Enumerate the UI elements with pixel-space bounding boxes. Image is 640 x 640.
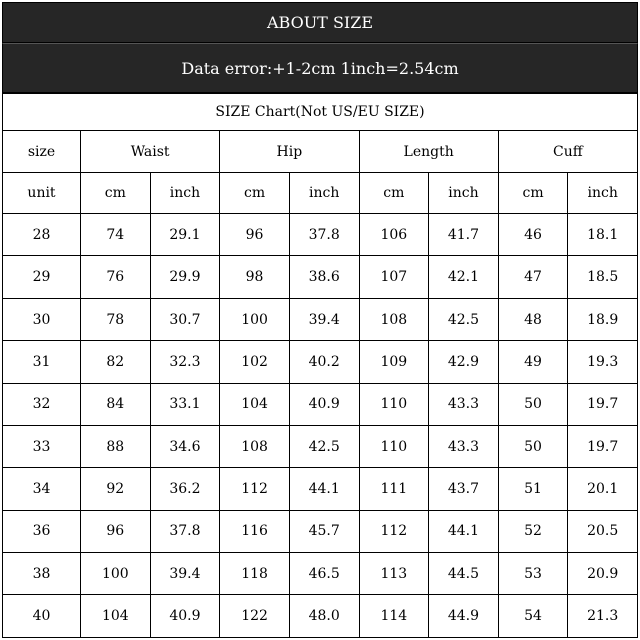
length-inch-value: 42.9 (429, 341, 499, 383)
length-header: Length (359, 131, 498, 172)
cuff-inch-value: 19.3 (568, 341, 638, 383)
cuff-cm-value: 50 (498, 383, 568, 425)
waist-inch-header: inch (150, 172, 220, 213)
waist-inch-value: 39.4 (150, 553, 220, 595)
length-inch-value: 44.1 (429, 510, 499, 552)
length-inch-value: 43.7 (429, 468, 499, 510)
table-row (3, 256, 638, 298)
table-row (3, 341, 638, 383)
waist-inch-value: 29.1 (150, 214, 220, 256)
length-inch-value: 41.7 (429, 214, 499, 256)
measurement-header-row (3, 131, 638, 172)
unit-header: unit (3, 172, 81, 213)
hip-cm-header: cm (220, 172, 290, 213)
waist-cm-value: 96 (81, 510, 151, 552)
waist-inch-value: 33.1 (150, 383, 220, 425)
hip-cm-value: 122 (220, 595, 290, 638)
waist-inch-value: 34.6 (150, 425, 220, 467)
table-row (3, 298, 638, 340)
length-inch-header: inch (429, 172, 499, 213)
length-cm-header: cm (359, 172, 429, 213)
cuff-header: Cuff (498, 131, 637, 172)
length-cm-value: 110 (359, 383, 429, 425)
length-cm-value: 114 (359, 595, 429, 638)
hip-inch-value: 45.7 (289, 510, 359, 552)
waist-cm-value: 76 (81, 256, 151, 298)
waist-cm-header: cm (81, 172, 151, 213)
cuff-inch-value: 19.7 (568, 425, 638, 467)
length-cm-value: 109 (359, 341, 429, 383)
waist-cm-value: 82 (81, 341, 151, 383)
hip-inch-value: 44.1 (289, 468, 359, 510)
waist-inch-value: 32.3 (150, 341, 220, 383)
length-inch-value: 42.1 (429, 256, 499, 298)
hip-cm-value: 118 (220, 553, 290, 595)
cuff-cm-value: 46 (498, 214, 568, 256)
waist-inch-value: 36.2 (150, 468, 220, 510)
hip-inch-value: 39.4 (289, 298, 359, 340)
hip-inch-value: 37.8 (289, 214, 359, 256)
cuff-inch-value: 20.5 (568, 510, 638, 552)
cuff-inch-header: inch (568, 172, 638, 213)
waist-cm-value: 84 (81, 383, 151, 425)
about-size-title: ABOUT SIZE (266, 13, 374, 32)
length-inch-value: 44.9 (429, 595, 499, 638)
size-value: 30 (3, 298, 81, 340)
hip-inch-value: 42.5 (289, 425, 359, 467)
table-row (3, 553, 638, 595)
table-row (3, 595, 638, 638)
waist-inch-value: 29.9 (150, 256, 220, 298)
length-cm-value: 108 (359, 298, 429, 340)
data-error-text: Data error:+1-2cm 1inch=2.54cm (181, 58, 459, 78)
length-cm-value: 107 (359, 256, 429, 298)
length-cm-value: 113 (359, 553, 429, 595)
waist-cm-value: 100 (81, 553, 151, 595)
cuff-inch-value: 18.1 (568, 214, 638, 256)
unit-header-row (3, 172, 638, 213)
cuff-cm-value: 50 (498, 425, 568, 467)
cuff-inch-value: 18.9 (568, 298, 638, 340)
hip-inch-value: 40.2 (289, 341, 359, 383)
table-row (3, 214, 638, 256)
waist-inch-value: 30.7 (150, 298, 220, 340)
cuff-inch-value: 18.5 (568, 256, 638, 298)
waist-cm-value: 74 (81, 214, 151, 256)
cuff-cm-header: cm (498, 172, 568, 213)
hip-cm-value: 112 (220, 468, 290, 510)
cuff-cm-value: 54 (498, 595, 568, 638)
about-size-banner (2, 2, 638, 43)
cuff-inch-value: 20.1 (568, 468, 638, 510)
hip-cm-value: 102 (220, 341, 290, 383)
length-cm-value: 112 (359, 510, 429, 552)
hip-inch-value: 38.6 (289, 256, 359, 298)
hip-cm-value: 116 (220, 510, 290, 552)
hip-header: Hip (220, 131, 359, 172)
waist-cm-value: 88 (81, 425, 151, 467)
size-value: 34 (3, 468, 81, 510)
waist-cm-value: 92 (81, 468, 151, 510)
length-cm-value: 106 (359, 214, 429, 256)
length-inch-value: 44.5 (429, 553, 499, 595)
size-header: size (3, 131, 81, 172)
cuff-inch-value: 20.9 (568, 553, 638, 595)
cuff-cm-value: 47 (498, 256, 568, 298)
cuff-cm-value: 48 (498, 298, 568, 340)
hip-cm-value: 96 (220, 214, 290, 256)
length-inch-value: 43.3 (429, 383, 499, 425)
hip-cm-value: 100 (220, 298, 290, 340)
size-value: 29 (3, 256, 81, 298)
length-cm-value: 111 (359, 468, 429, 510)
size-value: 33 (3, 425, 81, 467)
hip-cm-value: 108 (220, 425, 290, 467)
waist-header: Waist (81, 131, 220, 172)
hip-cm-value: 98 (220, 256, 290, 298)
size-value: 28 (3, 214, 81, 256)
cuff-cm-value: 51 (498, 468, 568, 510)
length-cm-value: 110 (359, 425, 429, 467)
hip-inch-value: 40.9 (289, 383, 359, 425)
size-value: 36 (3, 510, 81, 552)
cuff-inch-value: 19.7 (568, 383, 638, 425)
cuff-cm-value: 53 (498, 553, 568, 595)
size-value: 40 (3, 595, 81, 638)
hip-inch-header: inch (289, 172, 359, 213)
cuff-cm-value: 52 (498, 510, 568, 552)
length-inch-value: 43.3 (429, 425, 499, 467)
data-error-banner (2, 43, 638, 93)
hip-cm-value: 104 (220, 383, 290, 425)
hip-inch-value: 46.5 (289, 553, 359, 595)
cuff-cm-value: 49 (498, 341, 568, 383)
waist-cm-value: 104 (81, 595, 151, 638)
size-chart-caption: SIZE Chart(Not US/EU SIZE) (3, 94, 638, 131)
length-inch-value: 42.5 (429, 298, 499, 340)
table-row (3, 468, 638, 510)
table-row (3, 510, 638, 552)
size-value: 32 (3, 383, 81, 425)
hip-inch-value: 48.0 (289, 595, 359, 638)
size-table (2, 93, 638, 638)
size-value: 31 (3, 341, 81, 383)
table-row (3, 425, 638, 467)
size-value: 38 (3, 553, 81, 595)
table-row (3, 383, 638, 425)
waist-inch-value: 37.8 (150, 510, 220, 552)
size-table-body (3, 94, 638, 638)
cuff-inch-value: 21.3 (568, 595, 638, 638)
waist-inch-value: 40.9 (150, 595, 220, 638)
waist-cm-value: 78 (81, 298, 151, 340)
